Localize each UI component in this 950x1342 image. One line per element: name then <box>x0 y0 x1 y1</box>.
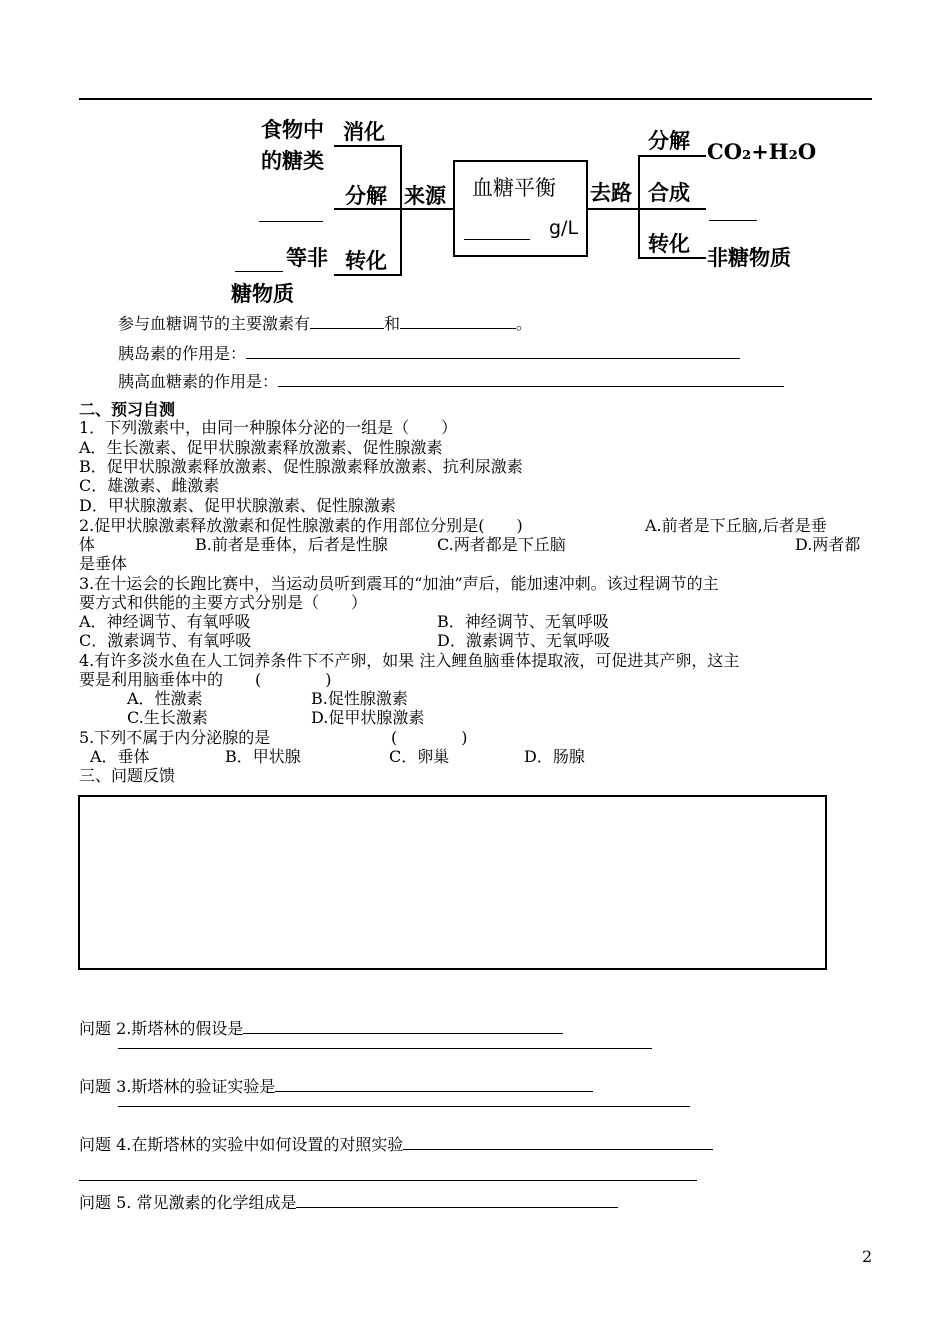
q2-option-c: C.两者都是下丘脑 <box>437 535 566 554</box>
page-number: 2 <box>862 1247 873 1266</box>
q3-stem-1: 3.在十运会的长跑比赛中，当运动员听到震耳的“加油”声后，能加速冲刺。该过程调节的主 <box>79 574 719 593</box>
hormones-blank-2[interactable] <box>400 313 516 329</box>
q2-option-b: B.前者是垂体，后者是性腺 <box>195 535 388 554</box>
problem3-blank-2 <box>118 1106 690 1107</box>
convert-right-label: 转化 <box>648 232 690 256</box>
q3-option-c: C．激素调节、有氧呼吸 <box>79 631 252 650</box>
problem2-line <box>79 1018 563 1039</box>
section3-title: 三、问题反馈 <box>79 766 176 785</box>
q1-option-c: C．雄激素、雌激素 <box>79 476 220 495</box>
q1-option-a: A．生长激素、促甲状腺激素释放激素、促性腺激素 <box>79 438 443 457</box>
problem5-label: 问题 5. 常见激素的化学组成是 <box>79 1193 297 1212</box>
problem4-blank[interactable] <box>403 1134 713 1150</box>
bracket-right-mid <box>638 208 706 210</box>
insulin-blank[interactable] <box>246 343 740 359</box>
glucagon-line <box>118 371 784 392</box>
hormones-suffix: 。 <box>516 314 533 333</box>
q4-option-d: D.促甲状腺激素 <box>311 708 425 727</box>
digest-label: 消化 <box>343 120 385 144</box>
q2-option-d: D.两者都 <box>795 535 861 554</box>
product-label: CO₂+H₂O <box>707 139 817 164</box>
q4-stem-1: 4.有许多淡水鱼在人工饲养条件下不产卵，如果 注入鲤鱼脑垂体提取液，可促进其产卵，这主 <box>79 651 740 670</box>
glucagon-blank[interactable] <box>278 371 784 387</box>
decompose-right-label: 分解 <box>648 129 690 153</box>
problem4-line <box>79 1134 713 1155</box>
bracket-right-top <box>638 155 706 157</box>
feedback-box[interactable] <box>78 795 827 970</box>
q3-stem-2: 要方式和供能的主要方式分别是（ ） <box>79 593 368 612</box>
q2-option-a-cont: 体 <box>79 535 96 554</box>
food-sugar-label-1: 食物中 <box>261 118 324 142</box>
non-sugar-label-1: 等非 <box>286 246 328 270</box>
problem4-blank-2 <box>79 1180 697 1181</box>
diagram-blank-left-1 <box>259 221 323 222</box>
connector-right <box>586 208 638 210</box>
glucagon-label: 胰高血糖素的作用是： <box>118 372 279 391</box>
q1-stem: 1．下列激素中，由同一种腺体分泌的一组是（ ） <box>79 418 458 437</box>
q3-option-b: B．神经调节、无氧呼吸 <box>437 612 609 631</box>
hormones-blank-1[interactable] <box>310 313 384 329</box>
header-rule <box>79 98 872 100</box>
hormones-and: 和 <box>384 314 401 333</box>
synthesize-label: 合成 <box>648 181 690 205</box>
q5-option-a: A．垂体 <box>90 747 150 766</box>
q5-option-c: C．卵巢 <box>389 747 450 766</box>
bracket-right-vertical <box>638 155 640 259</box>
problem5-line <box>79 1192 618 1213</box>
bracket-left-bottom <box>334 274 402 276</box>
sink-label: 去路 <box>590 181 632 205</box>
non-sugar-right-label: 非糖物质 <box>707 246 791 270</box>
problem2-blank[interactable] <box>243 1018 563 1034</box>
q4-option-c: C.生长激素 <box>127 708 208 727</box>
source-label: 来源 <box>404 184 446 208</box>
q5-option-d: D．肠腺 <box>524 747 585 766</box>
bracket-left-mid <box>334 208 402 210</box>
problem2-blank-2 <box>118 1048 652 1049</box>
q3-option-d: D．激素调节、无氧呼吸 <box>437 631 610 650</box>
bracket-left-top <box>334 145 402 147</box>
food-sugar-label-2: 的糖类 <box>261 149 324 173</box>
problem3-blank[interactable] <box>275 1076 593 1092</box>
non-sugar-label-2: 糖物质 <box>231 282 294 306</box>
q4-option-a: A．性激素 <box>127 689 203 708</box>
problem3-line <box>79 1076 593 1097</box>
hormones-prefix: 参与血糖调节的主要激素有 <box>118 314 311 333</box>
hormones-line <box>118 313 532 334</box>
unit-label: g/L <box>549 217 579 239</box>
balance-box <box>453 160 588 257</box>
q4-stem-2: 要是利用脑垂体中的 ( ) <box>79 670 332 689</box>
bracket-right-bottom <box>638 257 706 259</box>
problem4-label: 问题 4.在斯塔林的实验中如何设置的对照实验 <box>79 1135 404 1154</box>
convert-left-label: 转化 <box>345 249 387 273</box>
problem5-blank[interactable] <box>296 1192 618 1208</box>
q2-option-a: A.前者是下丘脑,后者是垂 <box>645 516 827 535</box>
decompose-left-label: 分解 <box>345 184 387 208</box>
insulin-line <box>118 343 740 364</box>
q2-option-d-cont: 是垂体 <box>79 554 128 573</box>
insulin-label: 胰岛素的作用是： <box>118 344 247 363</box>
diagram-blank-left-2 <box>235 271 283 272</box>
problem3-label: 问题 3.斯塔林的验证实验是 <box>79 1077 276 1096</box>
q1-option-b: B．促甲状腺激素释放激素、促性腺激素释放激素、抗利尿激素 <box>79 457 523 476</box>
q1-option-d: D．甲状腺激素、促甲状腺激素、促性腺激素 <box>79 496 396 515</box>
q3-option-a: A．神经调节、有氧呼吸 <box>79 612 251 631</box>
bracket-left-vertical <box>400 145 402 276</box>
q5-paren: ( ) <box>391 728 468 747</box>
q4-option-b: B.促性腺激素 <box>311 689 408 708</box>
q5-stem: 5.下列不属于内分泌腺的是 <box>79 728 271 747</box>
connector-left <box>402 208 453 210</box>
balance-label: 血糖平衡 <box>472 176 556 200</box>
q5-option-b: B．甲状腺 <box>225 747 301 766</box>
q2-stem: 2.促甲状腺激素释放激素和促性腺激素的作用部位分别是( ) <box>79 516 523 535</box>
problem2-label: 问题 2.斯塔林的假设是 <box>79 1019 244 1038</box>
diagram-blank-right <box>709 220 757 221</box>
section2-title: 二、预习自测 <box>79 400 176 419</box>
